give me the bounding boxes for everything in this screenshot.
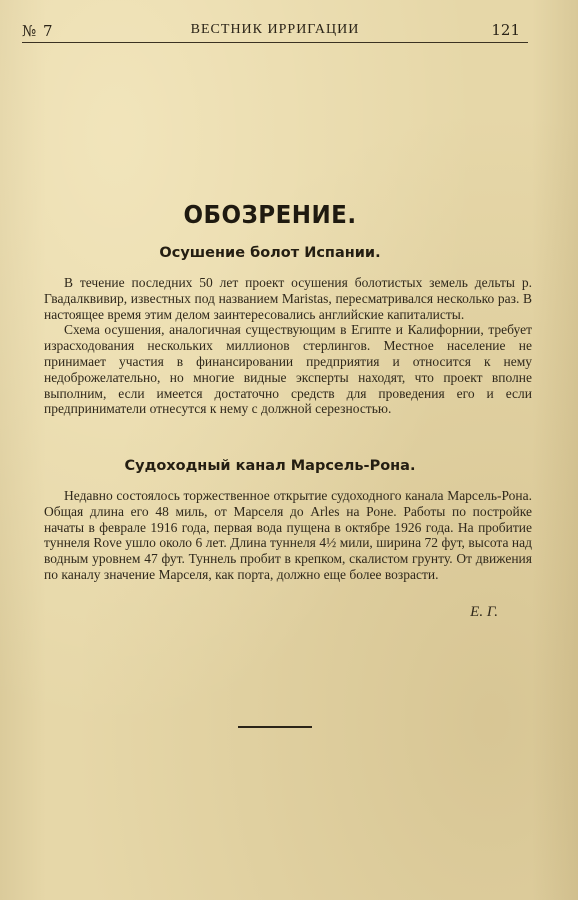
issue-number: № 7 [22,22,54,40]
section-heading-canal: Судоходный канал Марсель-Рона. [124,458,416,474]
page-number: 121 [491,21,520,39]
section-body-canal [44,488,532,583]
paragraph: Схема осушения, аналогичная существующим в Египте и Калифорнии, требует израсходования нескольких миллионов стерлингов. Местное население не принимает участия в финансировании предприятия и относится к нему недоброжелательно, но многие видные эксперты находят, что проект вполне выполним, если имеется достаточно средств для проведения его и если предприниматели отнесутся к нему с должной серезностью. [44,322,532,417]
section-body-spain [44,275,532,417]
author-initials: Е. Г. [470,604,498,620]
paragraph: Недавно состоялось торжественное открытие судоходного канала Марсель-Рона. Общая длина его 48 миль, от Марселя до Arles на Роне. Работы по постройке начаты в феврале 1916 года, первая вода пущена в октябре 1926 года. На пробитие туннеля Rove ушло около 6 лет. Длина туннеля 4½ мили, ширина 72 фут, высота над водным уровнем 47 фут. Туннель пробит в крепком, скалистом грунту. От движения по каналу значение Марселя, как порта, должно еще более возрасти. [44,488,532,582]
page-title: ОБОЗРЕНИЕ. [183,200,357,229]
paragraph: В течение последних 50 лет проект осушения болотистых земель дельты р. Гвадалквивир, известных под названием Maristas, пересматривался несколько раз. В настоящее время этим делом заинтересовались английские капиталисты. [44,275,532,322]
closing-rule [238,726,312,728]
running-header [22,20,528,43]
section-heading-spain: Осушение болот Испании. [159,245,381,261]
journal-title: ВЕСТНИК ИРРИГАЦИИ [190,22,360,37]
